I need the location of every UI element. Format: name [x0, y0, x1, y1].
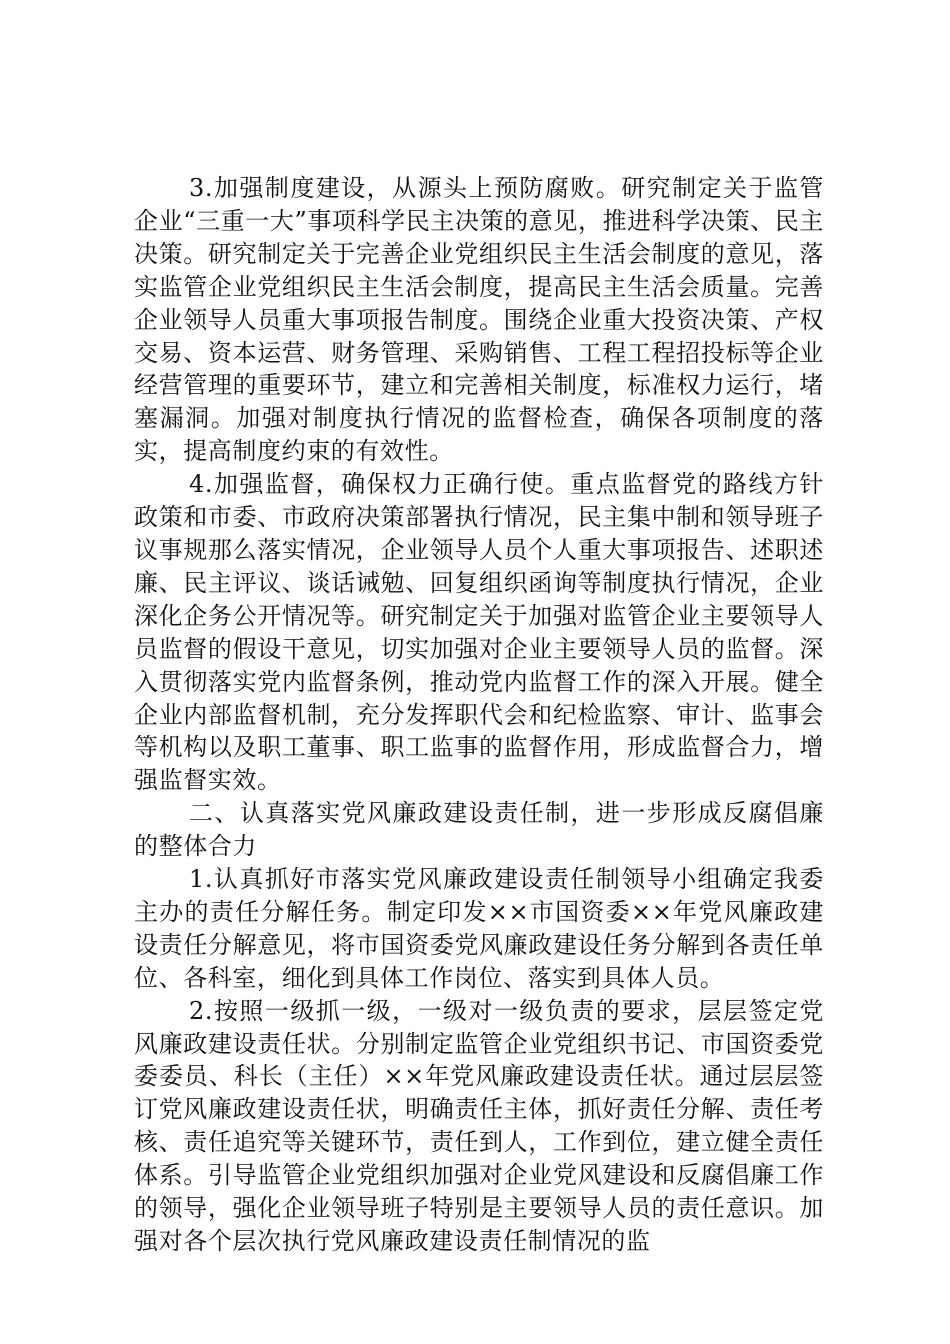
section-heading-responsibility-system: 二、认真落实党风廉政建设责任制，进一步形成反腐倡廉的整体合力 — [134, 799, 824, 861]
paragraph-system-building: 3.加强制度建设，从源头上预防腐败。研究制定关于监管企业“三重一大”事项科学民主决策的意见，推进科学决策、民主决策。研究制定关于完善企业党组织民主生活会制度的意见，落实监管企业党组织民主生活会制度，提高民主生活会质量。完善企业领导人员重大事项报告制度。围绕企业重大投资决策、产权交易、资本运营、财务管理、采购销售、工程工程招投标等企业经营管理的重要环节，建立和完善相关制度，标准权力运行，堵塞漏洞。加强对制度执行情况的监督检查，确保各项制度的落实，提高制度约束的有效性。 — [134, 174, 824, 466]
paragraph-strengthen-supervision: 4.加强监督，确保权力正确行使。重点监督党的路线方针政策和市委、市政府决策部署执行情况，民主集中制和领导班子议事规那么落实情况，企业领导人员个人重大事项报告、述职述廉、民主评议、谈话诫勉、回复组织函询等制度执行情况，企业深化企务公开情况等。研究制定关于加强对监管企业主要领导人员监督的假设干意见，切实加强对企业主要领导人员的监督。深入贯彻落实党内监督条例，推动党内监督工作的深入开展。健全企业内部监督机制，充分发挥职代会和纪检监察、审计、监事会等机构以及职工董事、职工监事的监督作用，形成监督合力，增强监督实效。 — [134, 470, 824, 795]
paragraph-task-decomposition: 1.认真抓好市落实党风廉政建设责任制领导小组确定我委主办的责任分解任务。制定印发××市国资委××年党风廉政建设责任分解意见，将市国资委党风廉政建设任务分解到各责任单位、各科室，细化到具体工作岗位、落实到具体人员。 — [134, 865, 824, 992]
document-body — [134, 172, 824, 1258]
paragraph-responsibility-letters: 2.按照一级抓一级，一级对一级负责的要求，层层签定党风廉政建设责任状。分别制定监管企业党组织书记、市国资委党委委员、科长（主任）××年党风廉政建设责任状。通过层层签订党风廉政建设责任状，明确责任主体，抓好责任分解、责任考核、责任追究等关键环节，责任到人，工作到位，建立健全责任体系。引导监管企业党组织加强对企业党风建设和反腐倡廉工作的领导，强化企业领导班子特别是主要领导人员的责任意识。加强对各个层次执行党风廉政建设责任制情况的监 — [134, 996, 824, 1255]
